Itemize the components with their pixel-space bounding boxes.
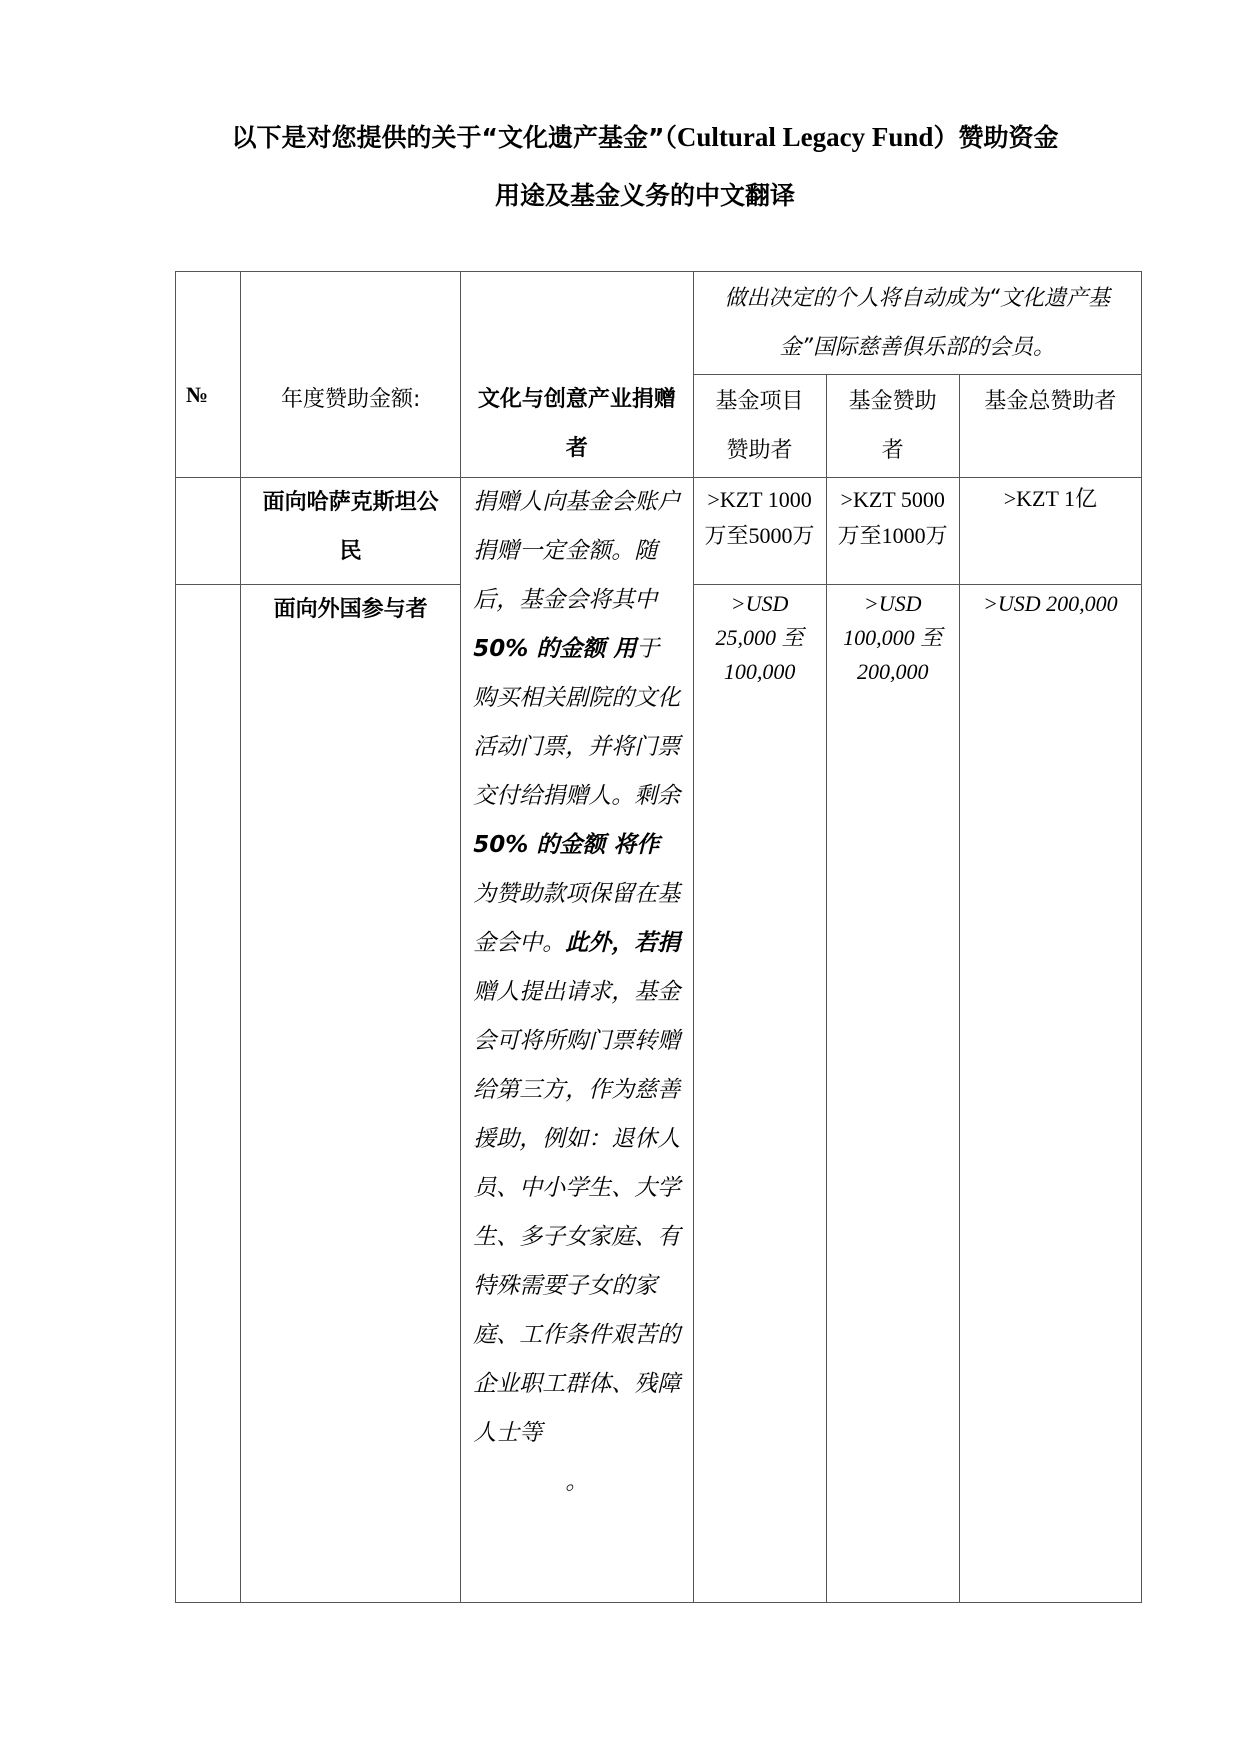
title-part1: 以下是对您提供的关于“文化遗产基金”（ [231,123,677,152]
header-membership-note: 做出决定的个人将自动成为“文化遗产基金”国际慈善俱乐部的会员。 [693,272,1142,375]
sponsorship-table [175,271,1142,1603]
title-english-name: Cultural Legacy Fund [676,122,934,152]
usd-sponsor-amount: >USD 100,000 至 200,000 [826,585,959,1603]
header-project-sponsor: 基金项目赞助者 [693,375,826,478]
header-general-sponsor: 基金总赞助者 [959,375,1141,478]
donor-description: 捐赠人向基金会账户捐赠一定金额。随后，基金会将其中 50% 的金额 用于购买相关剧院的文化活动门票，并将门票交付给捐赠人。剩余 50% 的金额 将作为赞助款项保留在基金会中。此外，若捐赠人提出请求，基金会可将所购门票转赠给第三方，作为慈善援助，例如：退休人员、中小学生、大学生、多子女家庭、有特殊需要子女的家庭、工作条件艰苦的企业职工群体、残障人士等 。 [461,478,693,1603]
kzt-project-amount: >KZT 1000万至5000万 [693,478,826,585]
title-part2: ）赞助资金 [933,123,1059,152]
header-row-top [176,272,1142,375]
kzt-general-amount: >KZT 1亿 [959,478,1141,585]
row-number-cell [176,585,241,1603]
row-number-cell [176,478,241,585]
title-line2: 用途及基金义务的中文翻译 [494,181,795,210]
header-creative-donor: 文化与创意产业捐赠者 [461,272,693,478]
header-annual-amount: 年度赞助金额: [241,272,461,478]
header-fund-sponsor: 基金赞助者 [826,375,959,478]
usd-general-amount: >USD 200,000 [959,585,1141,1603]
header-number: № [176,272,241,478]
table-row [176,478,1142,585]
row-label-kazakhstan: 面向哈萨克斯坦公民 [241,478,461,585]
usd-project-amount: >USD 25,000 至 100,000 [693,585,826,1603]
row-label-foreign: 面向外国参与者 [241,585,461,1603]
kzt-sponsor-amount: >KZT 5000万至1000万 [826,478,959,585]
document-title [150,108,1140,225]
